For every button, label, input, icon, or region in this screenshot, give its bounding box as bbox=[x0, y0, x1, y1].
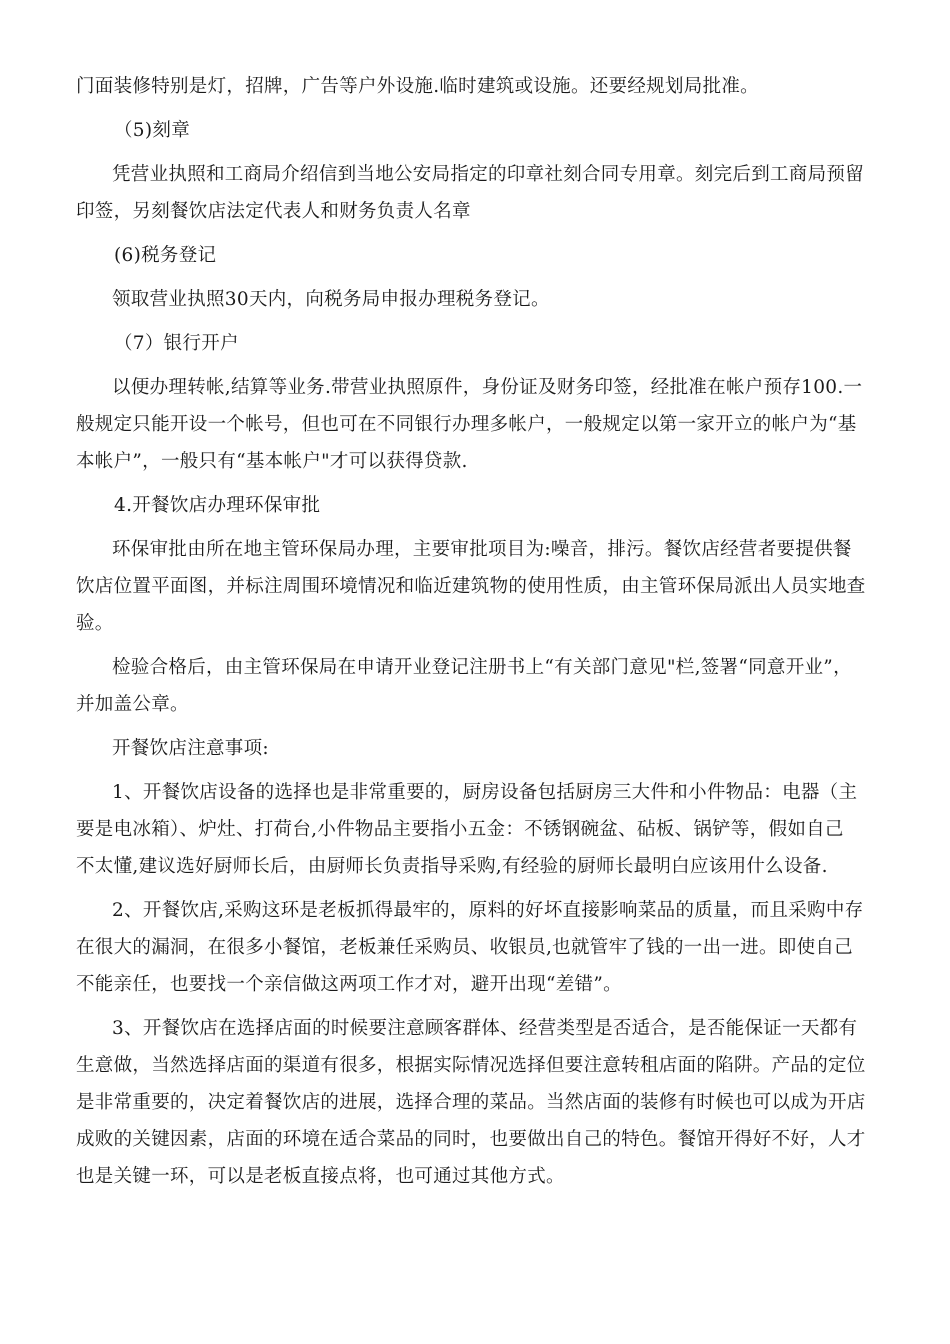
paragraph-inspection-line-1: 检验合格后，由主管环保局在申请开业登记注册书上“有关部门意见"栏,签署“同意开业”， bbox=[112, 657, 852, 678]
paragraph-tax-line-1: 领取营业执照30天内，向税务局申报办理税务登记。 bbox=[112, 289, 550, 310]
document-body bbox=[76, 68, 880, 1195]
paragraph-note2-line-3: 不能亲任，也要找一个亲信做这两项工作才对，避开出现“差错”。 bbox=[76, 974, 622, 995]
heading-tax-registration: (6)税务登记 bbox=[114, 245, 217, 266]
paragraph-note3-line-5: 也是关键一环，可以是老板直接点将，也可通过其他方式。 bbox=[76, 1166, 565, 1187]
paragraph-bank-line-3: 本帐户”，一般只有“基本帐户"才可以获得贷款. bbox=[76, 451, 468, 472]
paragraph-inspection-line-2: 并加盖公章。 bbox=[76, 694, 189, 715]
paragraph-note1-line-3: 不太懂,建议选好厨师长后，由厨师长负责指导采购,有经验的厨师长最明白应该用什么设备. bbox=[76, 856, 828, 877]
paragraph-note2-line-1: 2、开餐饮店,采购这环是老板抓得最牢的，原料的好坏直接影响菜品的质量，而且采购中存 bbox=[112, 900, 864, 921]
paragraph-note3-line-4: 成败的关键因素，店面的环境在适合菜品的同时，也要做出自己的特色。餐馆开得好不好，人才 bbox=[76, 1129, 866, 1150]
paragraph-env-line-3: 验。 bbox=[76, 613, 114, 634]
paragraph-note3-line-3: 是非常重要的，决定着餐饮店的进展，选择合理的菜品。当然店面的装修有时候也可以成为开店 bbox=[76, 1092, 866, 1113]
paragraph-bank-line-1: 以便办理转帐,结算等业务.带营业执照原件，身份证及财务印签，经批准在帐户预存100.一 bbox=[112, 377, 863, 398]
paragraph-bank-line-2: 般规定只能开设一个帐号，但也可在不同银行办理多帐户，一般规定以第一家开立的帐户为“基 bbox=[76, 414, 857, 435]
heading-environmental-approval: 4.开餐饮店办理环保审批 bbox=[114, 495, 321, 516]
paragraph-seal-line-1: 凭营业执照和工商局介绍信到当地公安局指定的印章社刻合同专用章。刻完后到工商局预留 bbox=[112, 164, 865, 185]
heading-notes: 开餐饮店注意事项: bbox=[112, 738, 269, 759]
paragraph-note3-line-2: 生意做，当然选择店面的渠道有很多，根据实际情况选择但要注意转租店面的陷阱。产品的定位 bbox=[76, 1055, 866, 1076]
paragraph-note1-line-1: 1、开餐饮店设备的选择也是非常重要的，厨房设备包括厨房三大件和小件物品：电器（主 bbox=[112, 782, 858, 803]
paragraph-storefront-line-1: 门面装修特别是灯，招牌，广告等户外设施.临时建筑或设施。还要经规划局批准。 bbox=[76, 76, 759, 97]
paragraph-env-line-2: 饮店位置平面图，并标注周围环境情况和临近建筑物的使用性质，由主管环保局派出人员实地查 bbox=[76, 576, 866, 597]
paragraph-env-line-1: 环保审批由所在地主管环保局办理，主要审批项目为:噪音，排污。餐饮店经营者要提供餐 bbox=[112, 539, 852, 560]
heading-seal-carving: （5)刻章 bbox=[114, 120, 190, 141]
paragraph-note3-line-1: 3、开餐饮店在选择店面的时候要注意顾客群体、经营类型是否适合，是否能保证一天都有 bbox=[112, 1018, 858, 1039]
heading-bank-account: （7）银行开户 bbox=[114, 333, 239, 354]
paragraph-seal-line-2: 印签，另刻餐饮店法定代表人和财务负责人名章 bbox=[76, 201, 471, 222]
paragraph-note1-line-2: 要是电冰箱）、炉灶、打荷台,小件物品主要指小五金：不锈钢碗盆、砧板、锅铲等，假如自己 bbox=[76, 819, 844, 840]
paragraph-note2-line-2: 在很大的漏洞，在很多小餐馆，老板兼任采购员、收银员,也就管牢了钱的一出一进。即使自己 bbox=[76, 937, 853, 958]
